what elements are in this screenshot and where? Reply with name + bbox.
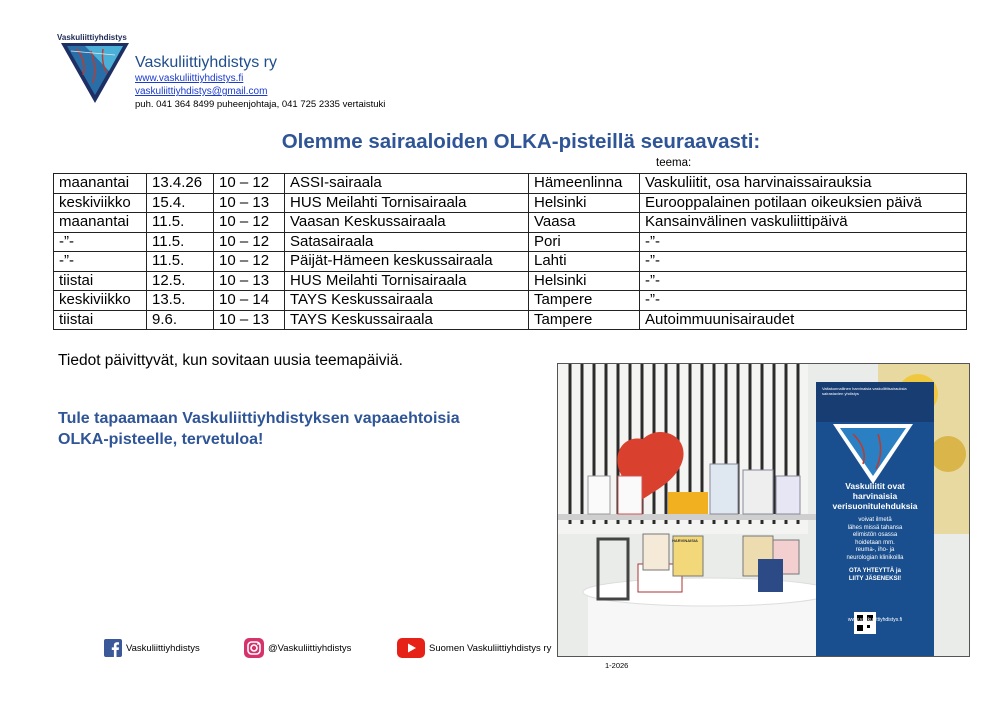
time-cell: 10 – 13 <box>214 271 285 291</box>
weekday-cell: maanantai <box>54 213 147 233</box>
weekday-cell: keskiviikko <box>54 291 147 311</box>
weekday-cell: -”- <box>54 252 147 272</box>
instagram-label: @Vaskuliittiyhdistys <box>268 642 352 654</box>
theme-label: teema: <box>656 157 692 169</box>
date-cell: 11.5. <box>147 213 214 233</box>
time-cell: 10 – 12 <box>214 174 285 194</box>
welcome-text <box>58 408 538 450</box>
city-cell: Hämeenlinna <box>529 174 640 194</box>
banner-text <box>816 382 934 623</box>
weekday-cell: -”- <box>54 232 147 252</box>
weekday-cell: tiistai <box>54 271 147 291</box>
theme-cell: Kansainvälinen vaskuliittipäivä <box>640 213 967 233</box>
city-cell: Lahti <box>529 252 640 272</box>
city-cell: Vaasa <box>529 213 640 233</box>
city-cell: Helsinki <box>529 193 640 213</box>
banner-line-1: Vaskuliitit ovat <box>845 481 905 491</box>
time-cell: 10 – 12 <box>214 232 285 252</box>
city-cell: Tampere <box>529 291 640 311</box>
weekday-cell: keskiviikko <box>54 193 147 213</box>
youtube-icon <box>397 638 425 658</box>
table-row <box>54 213 967 233</box>
youtube-label: Suomen Vaskuliittiyhdistys ry <box>429 642 552 654</box>
table-row <box>54 193 967 213</box>
banner-bullet-4: hoidetaan mm. <box>855 539 895 546</box>
phone-info: puh. 041 364 8499 puheenjohtaja, 041 725 2335 vertaistuki <box>135 99 386 110</box>
theme-cell: Autoimmuunisairaudet <box>640 310 967 330</box>
date-cell: 13.5. <box>147 291 214 311</box>
theme-cell: Eurooppalainen potilaan oikeuksien päivä <box>640 193 967 213</box>
hospital-cell: Vaasan Keskussairaala <box>285 213 529 233</box>
info-text: Tiedot päivittyvät, kun sovitaan uusia teemapäiviä. <box>58 352 403 369</box>
date-cell: 11.5. <box>147 232 214 252</box>
table-row <box>54 310 967 330</box>
olka-stand-photo <box>557 363 970 657</box>
hospital-cell: TAYS Keskussairaala <box>285 291 529 311</box>
table-row <box>54 174 967 194</box>
table-row <box>54 232 967 252</box>
banner-cta-2: LIITY JÄSENEKSI! <box>848 575 902 582</box>
vaskuliittiyhdistys-logo <box>57 33 133 105</box>
date-cell: 15.4. <box>147 193 214 213</box>
time-cell: 10 – 12 <box>214 252 285 272</box>
theme-cell: -”- <box>640 291 967 311</box>
weekday-cell: tiistai <box>54 310 147 330</box>
email-link[interactable]: vaskuliittiyhdistys@gmail.com <box>135 86 268 97</box>
banner-line-2: harvinaisia <box>852 491 898 501</box>
website-link[interactable]: www.vaskuliittiyhdistys.fi <box>135 73 244 84</box>
time-cell: 10 – 12 <box>214 213 285 233</box>
schedule-table <box>53 173 967 330</box>
hospital-cell: Satasairaala <box>285 232 529 252</box>
date-cell: 12.5. <box>147 271 214 291</box>
instagram-icon <box>244 638 264 658</box>
theme-cell: -”- <box>640 232 967 252</box>
logo-wordmark: Vaskuliittiyhdistys <box>57 33 127 42</box>
banner-bullet-1: voivat ilmetä <box>858 517 892 523</box>
table-row <box>54 252 967 272</box>
facebook-link[interactable] <box>104 637 200 659</box>
date-cell: 9.6. <box>147 310 214 330</box>
banner-bullet-5: reuma-, iho- ja <box>855 547 895 553</box>
theme-cell: Vaskuliitit, osa harvinaissairauksia <box>640 174 967 194</box>
banner-bullet-6: neurologian klinikoilla <box>846 554 904 561</box>
time-cell: 10 – 13 <box>214 193 285 213</box>
facebook-icon <box>104 639 122 657</box>
theme-cell: -”- <box>640 252 967 272</box>
youtube-link[interactable] <box>397 637 551 659</box>
hospital-cell: TAYS Keskussairaala <box>285 310 529 330</box>
banner-bullet-3: elimistön osassa <box>852 532 898 538</box>
city-cell: Pori <box>529 232 640 252</box>
org-name: Vaskuliittiyhdistys ry <box>135 54 277 71</box>
book-label: HARVINAISIA <box>672 538 698 543</box>
date-cell: 13.4.26 <box>147 174 214 194</box>
welcome-line-1: Tule tapaamaan Vaskuliittiyhdistyksen vapaaehtoisia <box>58 410 460 427</box>
hospital-cell: ASSI-sairaala <box>285 174 529 194</box>
table-row <box>54 271 967 291</box>
hospital-cell: HUS Meilahti Tornisairaala <box>285 193 529 213</box>
banner-bullet-2: lähes missä tahansa <box>847 524 903 531</box>
banner-cta-1: OTA YHTEYTTÄ ja <box>849 568 901 574</box>
welcome-line-2: OLKA-pisteelle, tervetuloa! <box>58 431 264 448</box>
instagram-link[interactable] <box>244 637 351 659</box>
table-row <box>54 291 967 311</box>
facebook-label: Vaskuliittiyhdistys <box>126 642 200 654</box>
page-title: Olemme sairaaloiden OLKA-pisteillä seuraavasti: <box>281 130 761 153</box>
city-cell: Helsinki <box>529 271 640 291</box>
theme-cell: -”- <box>640 271 967 291</box>
time-cell: 10 – 13 <box>214 310 285 330</box>
time-cell: 10 – 14 <box>214 291 285 311</box>
banner-web: www.vaskuliittiyhdistys.fi <box>847 617 903 623</box>
footer-code: 1-2026 <box>605 661 629 670</box>
date-cell: 11.5. <box>147 252 214 272</box>
weekday-cell: maanantai <box>54 174 147 194</box>
banner-line-3: verisuonitulehduksia <box>832 501 918 511</box>
banner-top: Valtakunnallinen harvinaisia vaskuliittisairauksia sairastavien yhdistys <box>822 386 907 396</box>
city-cell: Tampere <box>529 310 640 330</box>
hospital-cell: Päijät-Hämeen keskussairaala <box>285 252 529 272</box>
hospital-cell: HUS Meilahti Tornisairaala <box>285 271 529 291</box>
